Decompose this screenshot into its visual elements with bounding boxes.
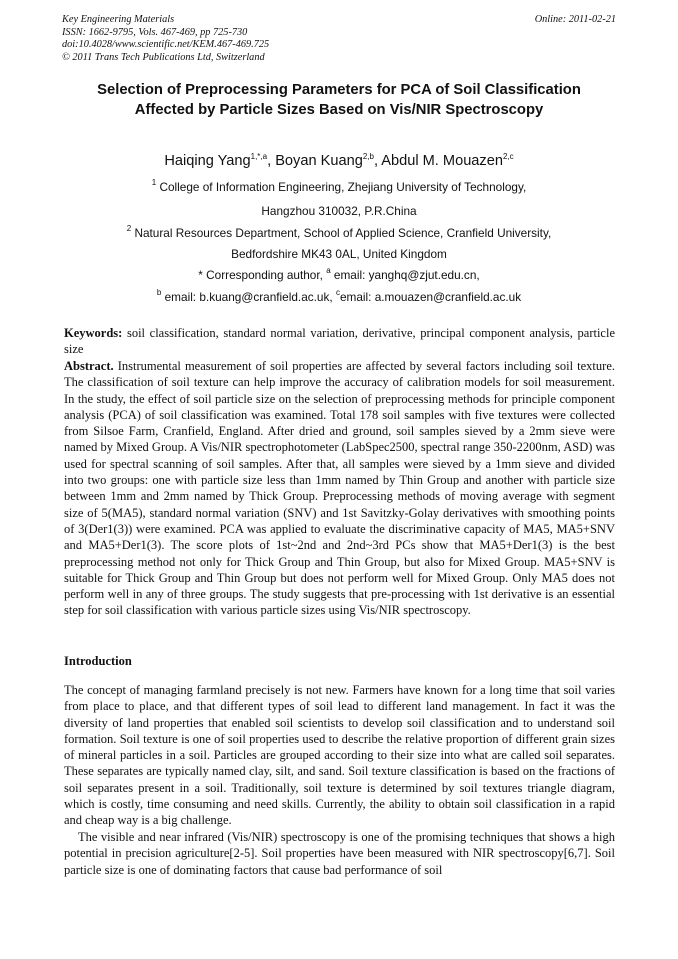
corresponding-label: * Corresponding author, — [198, 268, 327, 282]
abstract-label: Abstract. — [64, 359, 114, 373]
email-a-marker: a — [326, 266, 331, 275]
email-a: email: yanghq@zjut.edu.cn, — [330, 268, 480, 282]
online-date: Online: 2011-02-21 — [534, 14, 616, 25]
running-header — [62, 14, 616, 64]
title-line-2: Affected by Particle Sizes Based on Vis/NIR Spectroscopy — [134, 102, 544, 118]
abstract-text: Instrumental measurement of soil properties are affected by several factors including soil texture. The classification of soil texture can help improve the accuracy of calibration models for soil measurement. In the study, the effect of soil particle size on the selection of preprocessing methods for principle component analysis (PCA) of soil classification was examined. Total 178 soil samples with five textures were collected from Silsoe Farm, Cranfield, England. After dried and ground, soil samples sieved by a 2mm sieve were named by Mixed Group. A Vis/NIR spectrophotometer (LabSpec2500, spectral range 350-2200nm, ASD) was used for spectral scanning of soil samples. After that, all samples were sieved by a 1mm sieve and divided into two groups: one with particle size less than 1mm named by Thin Group and another with particle size between 1mm and 2mm named by Thick Group. Preprocessing methods of moving average with segment size of 5(MA5), standard normal variation (SNV) and 1st Savitzky-Golay derivatives with smoothing points of 3(Der1(3)) were examined. PCA was applied to evaluate the discriminative capacity of MA5, MA5+SNV and MA5+Der1(3). The score plots of 1st~2nd and 2nd~3rd PCs show that MA5+Der1(3) is the best preprocessing method not only for Thick Group and Thin Group, but also for Mixed Group. MA5+SNV is suitable for Thick Group and Thin Group but does not perform well for Mixed Group. Only MA5 does not perform well in any of three groups. The study suggests that pre-processing with 1st derivative is an essential step for soil classification with various particle sizes using Vis/NIR spectroscopy. — [64, 359, 615, 618]
affiliation-2-text: Natural Resources Department, School of Applied Science, Cranfield University, — [131, 226, 552, 240]
introduction-heading: Introduction — [64, 654, 132, 668]
introduction-paragraph-1: The concept of managing farmland precisely is not new. Farmers have known for a long time that soil varies from place to place, and that different types of soil lead to different land management. In fact it was the diversity of land properties that enabled soil scientists to develop soil classification and to understand soil formation. Soil texture is one of soil properties used to describe the relative proportion of different grain sizes of mineral particles in a soil. Particles are grouped according to their size into what are called soil separates. These separates are typically named clay, silt, and sand. Soil texture classification is based on the fractions of soil separates present in a soil. Traditionally, soil texture is determined by soil textures triangle diagram, which is costly, time consuming and need skills. Currently, the ability to obtain soil classification in a rapid and cheap way is a big challenge. — [64, 683, 615, 828]
keywords-paragraph — [64, 325, 615, 358]
issn-line: ISSN: 1662-9795, Vols. 467-469, pp 725-730 — [62, 26, 248, 38]
journal-name: Key Engineering Materials — [62, 14, 175, 25]
coauthor-emails — [40, 290, 638, 304]
keywords-label: Keywords: — [64, 326, 123, 340]
affiliation-1-line-2: Hangzhou 310032, P.R.China — [261, 204, 417, 218]
affiliation-2-line-1 — [40, 226, 638, 240]
affiliation-2-marker: 2 — [126, 224, 132, 233]
keywords-text: soil classification, standard normal variation, derivative, principal component analysis, particle size — [64, 326, 615, 357]
introduction-paragraph-2: The visible and near infrared (Vis/NIR) spectroscopy is one of the promising techniques that shows a high potential in precision agriculture[2-5]. Soil properties have been measured with NIR spectroscopy[6,7]. Soil particle size is one of dominating factors that cause bad performance of soil — [64, 830, 615, 877]
author-1-marker: 1,*,a — [250, 152, 268, 161]
email-b: email: b.kuang@cranfield.ac.uk, — [161, 290, 336, 304]
copyright-line: © 2011 Trans Tech Publications Ltd, Switzerland — [62, 51, 265, 63]
author-list — [40, 151, 638, 171]
doi-line: doi:10.4028/www.scientific.net/KEM.467-469.725 — [62, 39, 270, 50]
affiliation-1-marker: 1 — [151, 178, 157, 187]
corresponding-author — [40, 268, 638, 282]
affiliation-1-line-1 — [40, 180, 638, 194]
author-1: Haiqing Yang — [164, 153, 251, 169]
affiliation-2-line-2: Bedfordshire MK43 0AL, United Kingdom — [231, 247, 447, 261]
email-c-marker: c — [335, 288, 340, 297]
email-b-marker: b — [156, 288, 162, 297]
author-3: , Abdul M. Mouazen — [373, 153, 503, 169]
author-3-marker: 2,c — [502, 152, 514, 161]
paper-title — [40, 80, 638, 120]
affiliation-1-text: College of Information Engineering, Zhejiang University of Technology, — [156, 180, 527, 194]
email-c: email: a.mouazen@cranfield.ac.uk — [339, 290, 522, 304]
title-line-1: Selection of Preprocessing Parameters for PCA of Soil Classification — [97, 82, 581, 98]
author-2-marker: 2,b — [362, 152, 374, 161]
author-2: , Boyan Kuang — [267, 153, 363, 169]
abstract-paragraph — [64, 358, 615, 619]
